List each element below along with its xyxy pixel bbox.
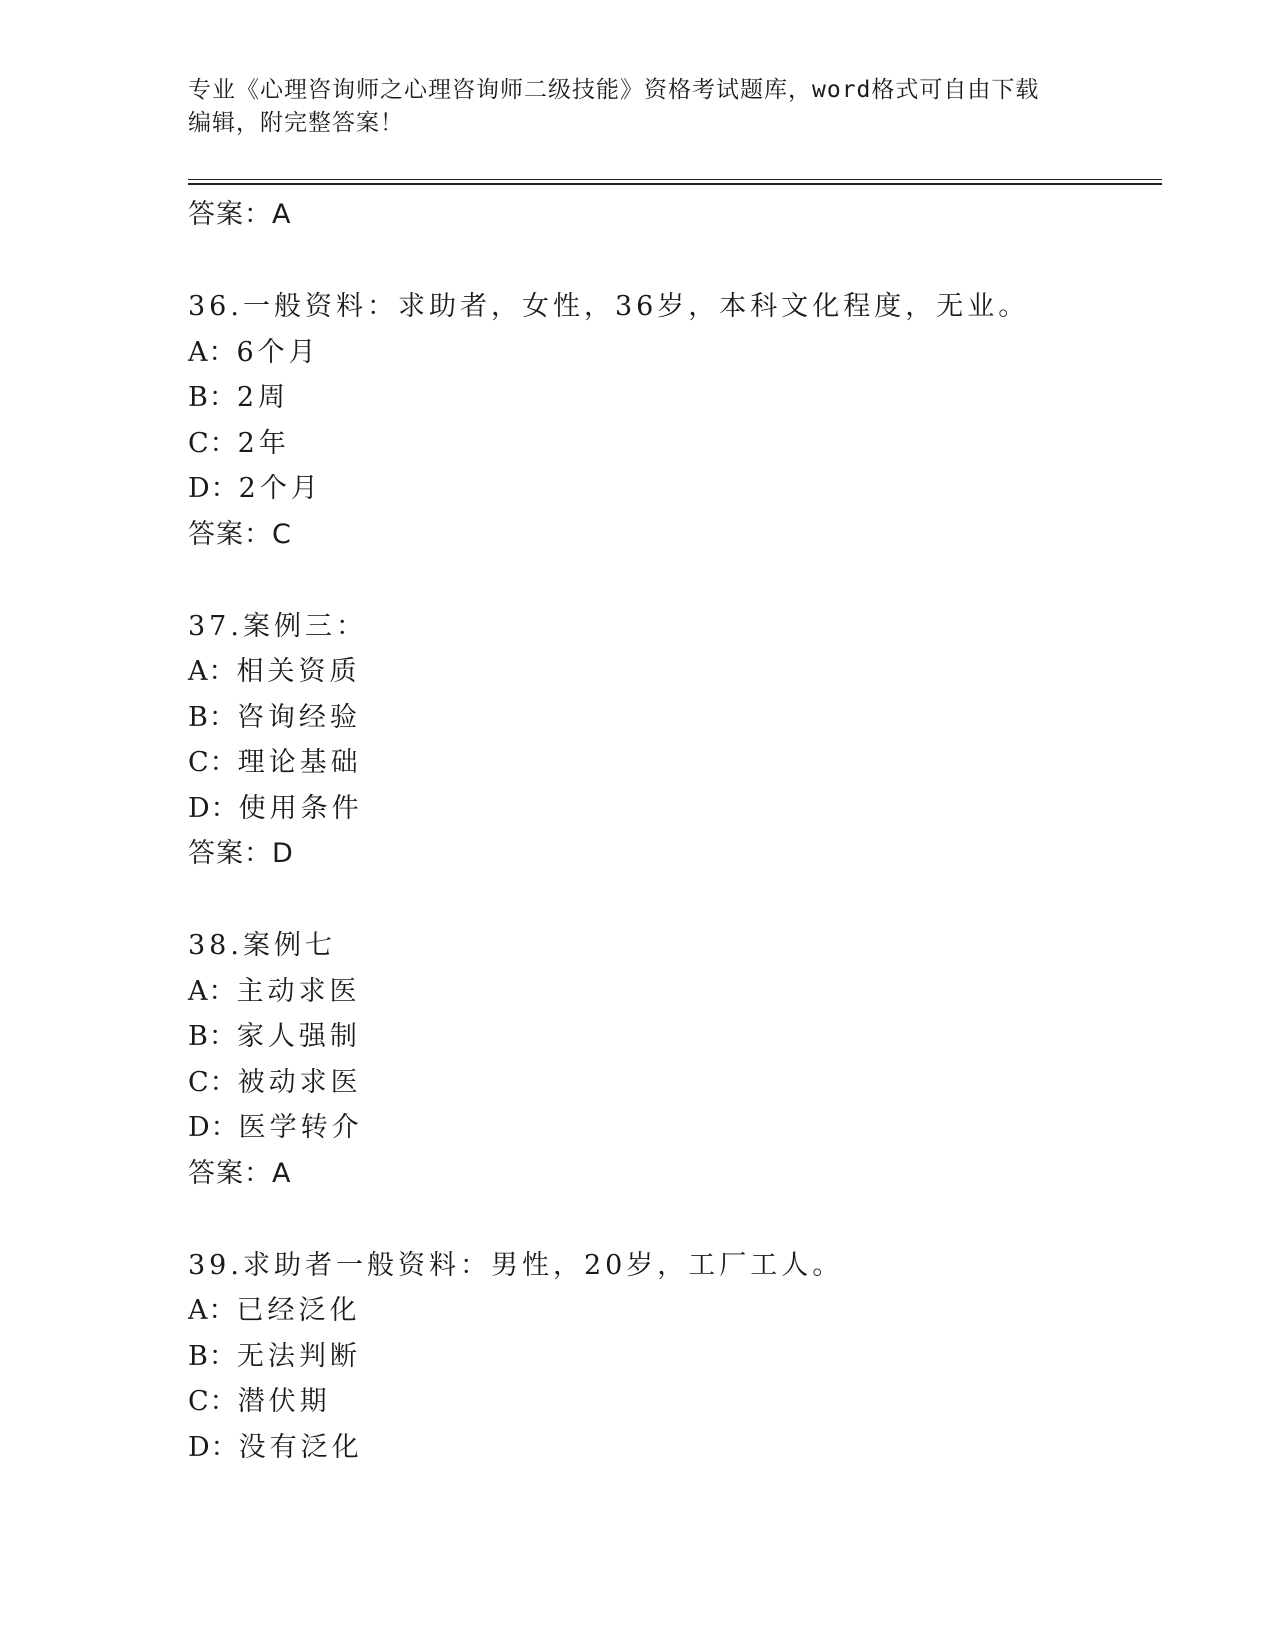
option-text: 医学转介 <box>238 1112 363 1143</box>
option-d <box>188 786 1168 832</box>
option-letter: B： <box>188 1340 237 1372</box>
header-divider-thick <box>188 183 1162 185</box>
option-letter: D： <box>188 1431 239 1463</box>
option-letter: A： <box>188 1295 237 1326</box>
document-header <box>188 74 1088 140</box>
option-text: 已经泛化 <box>236 1295 361 1326</box>
option-text: 潜伏期 <box>237 1386 331 1417</box>
option-c <box>188 740 1168 786</box>
option-letter: A： <box>188 336 237 368</box>
option-letter: B： <box>188 382 237 413</box>
option-text: 2个月 <box>238 473 322 504</box>
question-item <box>188 284 1168 557</box>
option-b <box>188 695 1168 741</box>
option-c <box>188 1379 1168 1425</box>
option-letter: D： <box>188 473 239 504</box>
option-text: 相关资质 <box>236 656 361 687</box>
option-text: 理论基础 <box>237 747 362 778</box>
answer-line: 答案：C <box>188 518 292 550</box>
option-text: 家人强制 <box>236 1021 361 1052</box>
option-letter: D： <box>188 792 239 824</box>
option-text: 无法判断 <box>236 1340 361 1372</box>
answer-line: 答案：A <box>188 199 292 230</box>
option-letter: B： <box>188 701 237 733</box>
question-stem: 39.求助者一般资料：男性，20岁，工厂工人。 <box>188 1249 844 1281</box>
option-text: 使用条件 <box>238 792 363 824</box>
option-letter: C： <box>188 1386 238 1417</box>
option-letter: C： <box>188 747 238 778</box>
answer-line: 答案：D <box>188 838 294 869</box>
option-text: 6个月 <box>236 336 320 368</box>
option-c <box>188 1060 1168 1106</box>
question-item <box>188 1243 1168 1471</box>
option-b <box>188 1334 1168 1380</box>
question-list <box>188 192 1168 1470</box>
option-text: 2年 <box>237 427 290 459</box>
option-d <box>188 1105 1168 1151</box>
question-stem: 36.一般资料：求助者，女性，36岁，本科文化程度，无业。 <box>188 291 1030 322</box>
option-letter: D： <box>188 1112 239 1143</box>
header-divider-thin <box>188 179 1162 180</box>
option-a <box>188 1288 1168 1334</box>
option-letter: C： <box>188 1066 238 1098</box>
question-item <box>188 604 1168 877</box>
option-b <box>188 375 1168 421</box>
option-a <box>188 649 1168 695</box>
answer-line: 答案：A <box>188 1157 292 1189</box>
option-c <box>188 421 1168 467</box>
question-stem: 37.案例三： <box>188 610 367 642</box>
option-letter: B： <box>188 1021 237 1052</box>
option-letter: A： <box>188 975 237 1007</box>
question-item <box>188 923 1168 1196</box>
option-a <box>188 969 1168 1015</box>
option-d <box>188 466 1168 512</box>
option-text: 被动求医 <box>237 1066 362 1098</box>
option-text: 咨询经验 <box>236 701 361 733</box>
header-line-2: 编辑，附完整答案！ <box>188 110 404 136</box>
header-line-1: 专业《心理咨询师之心理咨询师二级技能》资格考试题库，word格式可自由下载 <box>188 77 1040 103</box>
option-text: 没有泛化 <box>238 1431 363 1463</box>
option-a <box>188 330 1168 376</box>
question-stem: 38.案例七 <box>188 930 336 961</box>
option-letter: A： <box>188 656 237 687</box>
option-d <box>188 1425 1168 1471</box>
option-text: 主动求医 <box>236 975 361 1007</box>
option-b <box>188 1014 1168 1060</box>
option-text: 2周 <box>236 382 290 413</box>
option-letter: C： <box>188 427 238 459</box>
